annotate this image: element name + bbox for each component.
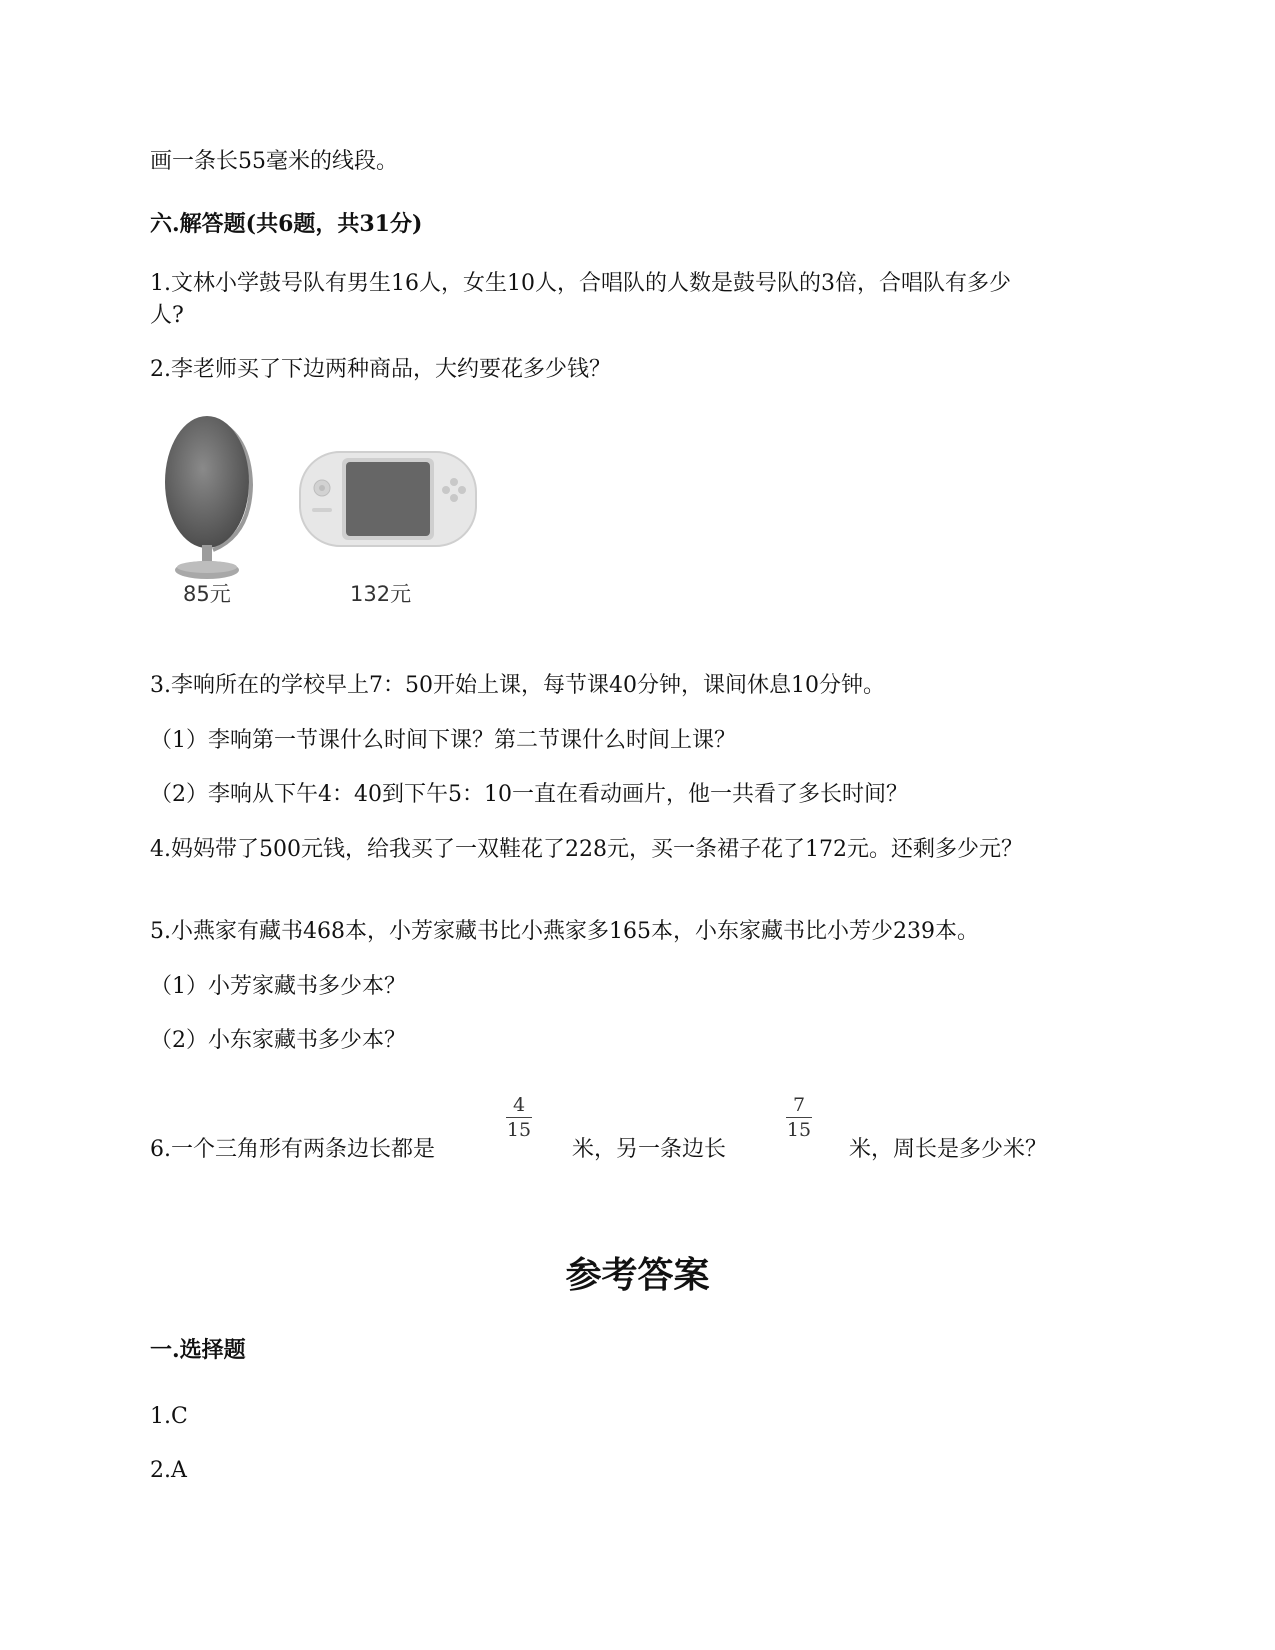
products-figure bbox=[150, 410, 510, 640]
question-3-part-2: （2）李响从下午4：40到下午5：10一直在看动画片，他一共看了多长时间？ bbox=[150, 782, 908, 807]
answers-section-heading: 一.选择题 bbox=[150, 1337, 246, 1363]
section-heading: 六.解答题(共6题，共31分) bbox=[150, 211, 423, 237]
question-1-line-1: 1.文林小学鼓号队有男生16人，女生10人，合唱队的人数是鼓号队的3倍，合唱队有多少 bbox=[150, 271, 1011, 296]
answers-title: 参考答案 bbox=[565, 1254, 710, 1296]
fraction-1-denominator: 15 bbox=[506, 1119, 532, 1141]
question-3: 3.李响所在的学校早上7：50开始上课，每节课40分钟，课间休息10分钟。 bbox=[150, 673, 885, 698]
question-5-part-1: （1）小芳家藏书多少本？ bbox=[150, 974, 406, 999]
question-2: 2.李老师买了下边两种商品，大约要花多少钱？ bbox=[150, 357, 611, 382]
question-6-part-1: 6.一个三角形有两条边长都是 bbox=[150, 1137, 435, 1162]
question-4: 4.妈妈带了500元钱，给我买了一双鞋花了228元，买一条裙子花了172元。还剩多少元？ bbox=[150, 837, 1023, 862]
fraction-1-bar bbox=[506, 1117, 532, 1118]
question-3-part-1: （1）李响第一节课什么时间下课？第二节课什么时间上课？ bbox=[150, 728, 736, 753]
answer-2: 2.A bbox=[150, 1458, 187, 1483]
question-1-line-2: 人? bbox=[150, 303, 184, 328]
question-5: 5.小燕家有藏书468本，小芳家藏书比小燕家多165本，小东家藏书比小芳少239本。 bbox=[150, 919, 979, 944]
fraction-2 bbox=[782, 1094, 816, 1141]
answer-1: 1.C bbox=[150, 1404, 188, 1429]
fraction-2-numerator: 7 bbox=[792, 1094, 806, 1116]
fraction-2-bar bbox=[786, 1117, 812, 1118]
fraction-1 bbox=[502, 1094, 536, 1141]
console-price: 132元 bbox=[350, 582, 412, 606]
fraction-2-denominator: 15 bbox=[786, 1119, 812, 1141]
globe-price: 85元 bbox=[183, 582, 231, 606]
question-6-part-2: 米，另一条边长 bbox=[572, 1137, 727, 1162]
draw-segment-text: 画一条长55毫米的线段。 bbox=[150, 149, 398, 174]
globe-icon bbox=[155, 410, 265, 585]
fraction-1-numerator: 4 bbox=[512, 1094, 526, 1116]
question-6-part-3: 米，周长是多少米？ bbox=[849, 1137, 1048, 1162]
game-console-icon bbox=[298, 448, 478, 550]
question-5-part-2: （2）小东家藏书多少本？ bbox=[150, 1028, 406, 1053]
